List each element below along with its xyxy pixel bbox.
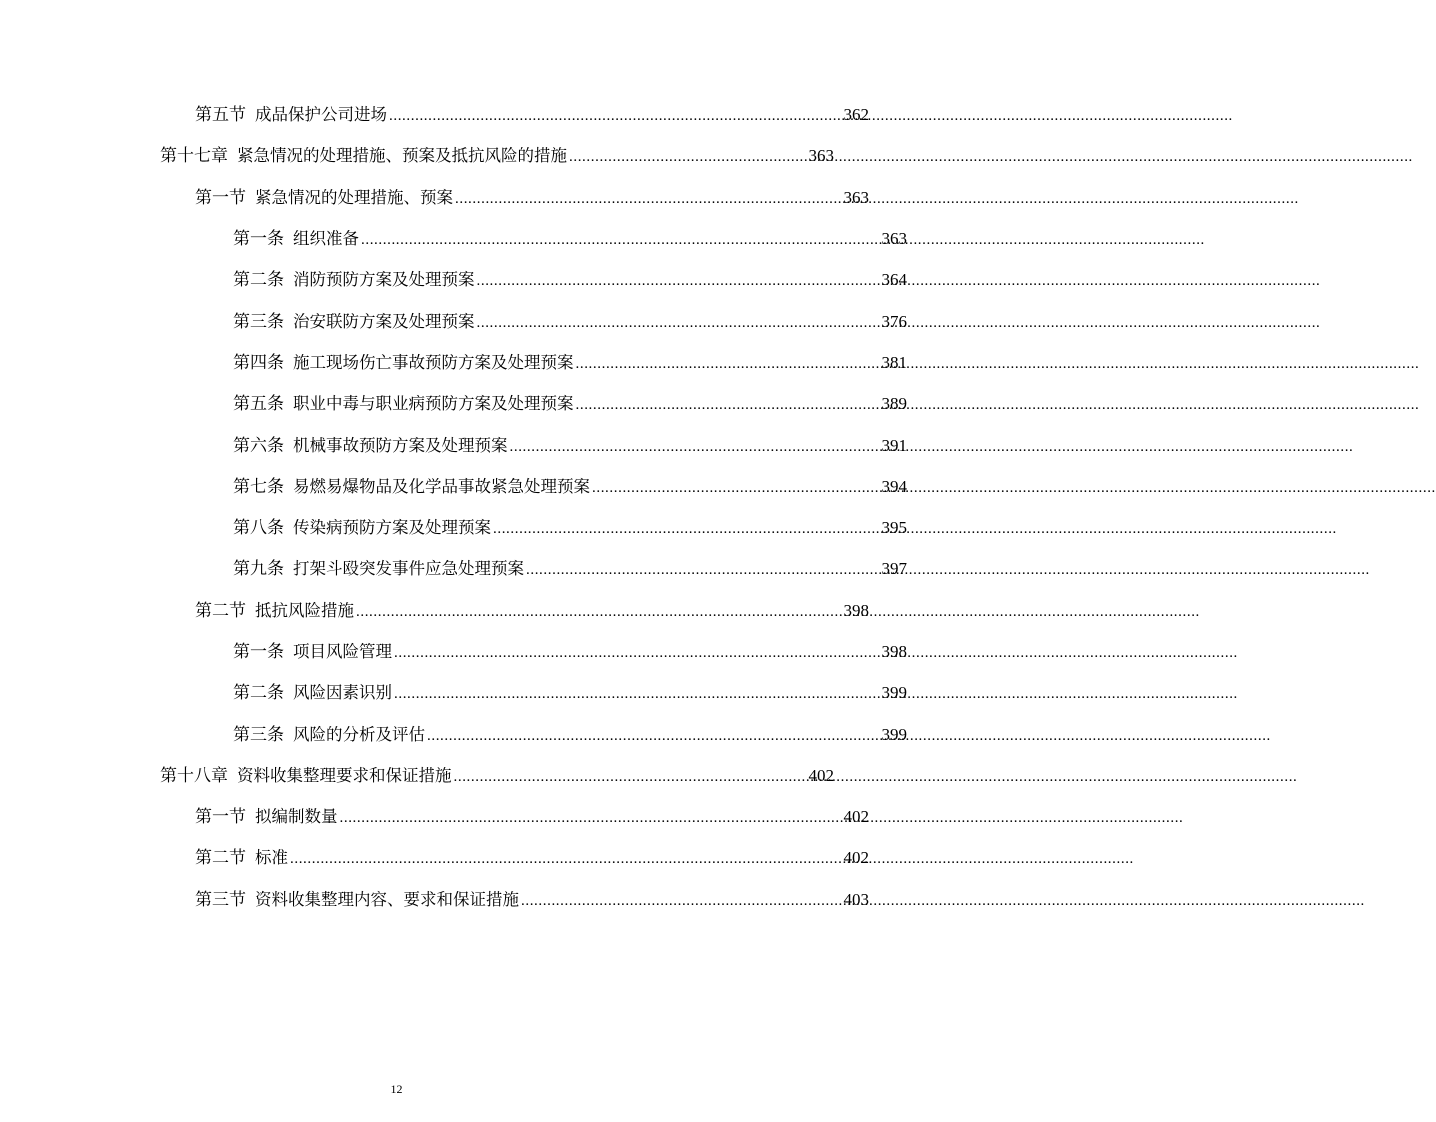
toc-entry-title: 风险因素识别	[293, 683, 392, 703]
toc-entry-page: 391	[881, 435, 907, 455]
toc-entry[interactable]	[0, 178, 869, 219]
toc-dot-leader	[394, 682, 880, 706]
toc-entry-page: 397	[881, 559, 907, 579]
toc-entry-title: 治安联防方案及处理预案	[293, 311, 475, 331]
toc-entry[interactable]	[0, 219, 907, 260]
toc-entry-number: 第七条	[233, 476, 284, 496]
toc-dot-leader	[454, 765, 807, 789]
toc-entry[interactable]	[0, 508, 907, 549]
toc-entry-number: 第一节	[195, 187, 246, 207]
toc-entry-title: 施工现场伤亡事故预防方案及处理预案	[293, 352, 574, 372]
toc-dot-leader	[521, 889, 842, 913]
toc-entry-page: 402	[843, 807, 869, 827]
toc-entry-title: 打架斗殴突发事件应急处理预案	[293, 559, 524, 579]
toc-entry-page: 364	[881, 270, 907, 290]
toc-entry[interactable]	[0, 714, 907, 755]
toc-entry[interactable]	[0, 467, 907, 508]
toc-entry[interactable]	[0, 880, 869, 921]
toc-entry[interactable]	[0, 425, 907, 466]
toc-entry-title: 项目风险管理	[293, 642, 392, 661]
page-number: 12	[390, 1082, 403, 1096]
toc-dot-leader	[389, 104, 842, 128]
toc-entry-title: 成品保护公司进场	[255, 105, 387, 125]
toc-entry-title: 消防预防方案及处理预案	[293, 270, 475, 290]
toc-entry[interactable]	[0, 343, 907, 384]
toc-entry-page: 395	[881, 518, 907, 538]
toc-entry-title: 资料收集整理要求和保证措施	[237, 765, 452, 785]
toc-dot-leader	[526, 558, 880, 582]
toc-entry-number: 第二节	[195, 600, 246, 620]
toc-entry-page: 389	[881, 394, 907, 414]
toc-entry-number: 第一条	[233, 642, 284, 661]
toc-entry-page: 403	[843, 889, 869, 909]
toc-entry-number: 第二条	[233, 270, 284, 290]
toc-entry-page: 398	[881, 642, 907, 661]
toc-entry-number: 第十八章	[160, 765, 228, 785]
toc-entry[interactable]	[0, 95, 869, 136]
toc-entry[interactable]	[0, 632, 907, 673]
toc-entry-number: 第三条	[233, 724, 284, 744]
toc-entry-title: 机械事故预防方案及处理预案	[293, 435, 508, 455]
toc-dot-leader	[394, 641, 880, 665]
toc-entry-number: 第一条	[233, 229, 284, 249]
toc-dot-leader	[361, 228, 880, 252]
toc-entry-title: 紧急情况的处理措施、预案	[255, 187, 453, 207]
toc-entry-page: 363	[843, 187, 869, 207]
toc-entry-number: 第九条	[233, 559, 284, 579]
toc-entry[interactable]	[0, 797, 869, 838]
toc-entry-number: 第三节	[195, 889, 246, 909]
toc-entry-number: 第四条	[233, 352, 284, 372]
toc-dot-leader	[477, 311, 880, 335]
toc-entry-page: 402	[808, 765, 834, 785]
toc-dot-leader	[576, 393, 880, 417]
toc-entry[interactable]	[0, 673, 907, 714]
toc-dot-leader	[427, 724, 880, 748]
toc-entry[interactable]	[0, 838, 869, 879]
toc-entry-number: 第八条	[233, 518, 284, 538]
toc-entry[interactable]	[0, 756, 834, 797]
toc-entry[interactable]	[0, 384, 907, 425]
toc-entry-title: 拟编制数量	[255, 807, 338, 827]
toc-dot-leader	[290, 847, 842, 871]
toc-entry-title: 职业中毒与职业病预防方案及处理预案	[293, 394, 574, 414]
toc-entry-page: 399	[881, 683, 907, 703]
toc-entry-number: 第二节	[195, 848, 246, 868]
toc-entry-page: 394	[881, 476, 907, 496]
toc-entry[interactable]	[0, 136, 834, 177]
toc-dot-leader	[569, 145, 807, 169]
toc-entry-number: 第五条	[233, 394, 284, 414]
toc-entry-title: 标准	[255, 848, 288, 868]
toc-entry-number: 第三条	[233, 311, 284, 331]
toc-dot-leader	[510, 435, 880, 459]
toc-entry-title: 紧急情况的处理措施、预案及抵抗风险的措施	[237, 146, 567, 166]
toc-entry-page: 398	[843, 600, 869, 620]
toc-entry-page: 381	[881, 352, 907, 372]
toc-entry-page: 376	[881, 311, 907, 331]
toc-entry-title: 组织准备	[293, 229, 359, 249]
toc-dot-leader	[356, 600, 842, 624]
toc-entry-page: 363	[808, 146, 834, 166]
toc-entry-number: 第二条	[233, 683, 284, 703]
toc-dot-leader	[576, 352, 880, 376]
toc-dot-leader	[455, 187, 842, 211]
toc-entry-page: 363	[881, 229, 907, 249]
toc-entry[interactable]	[0, 301, 907, 342]
toc-dot-leader	[592, 476, 880, 500]
toc-entry-page: 362	[843, 105, 869, 125]
toc-entry-number: 第五节	[195, 105, 246, 125]
toc-entry-number: 第十七章	[160, 146, 228, 166]
toc-entry-title: 传染病预防方案及处理预案	[293, 518, 491, 538]
toc-entry-title: 风险的分析及评估	[293, 724, 425, 744]
toc-entry-title: 资料收集整理内容、要求和保证措施	[255, 889, 519, 909]
toc-entry-page: 399	[881, 724, 907, 744]
toc-entry[interactable]	[0, 260, 907, 301]
table-of-contents	[0, 95, 907, 921]
toc-dot-leader	[493, 517, 880, 541]
toc-entry[interactable]	[0, 591, 869, 632]
toc-entry-title: 抵抗风险措施	[255, 600, 354, 620]
toc-entry-number: 第一节	[195, 807, 246, 827]
toc-entry-page: 402	[843, 848, 869, 868]
toc-entry-number: 第六条	[233, 435, 284, 455]
toc-dot-leader	[477, 269, 880, 293]
toc-entry-title: 易燃易爆物品及化学品事故紧急处理预案	[293, 476, 590, 496]
toc-dot-leader	[340, 806, 842, 830]
toc-entry[interactable]	[0, 549, 907, 590]
